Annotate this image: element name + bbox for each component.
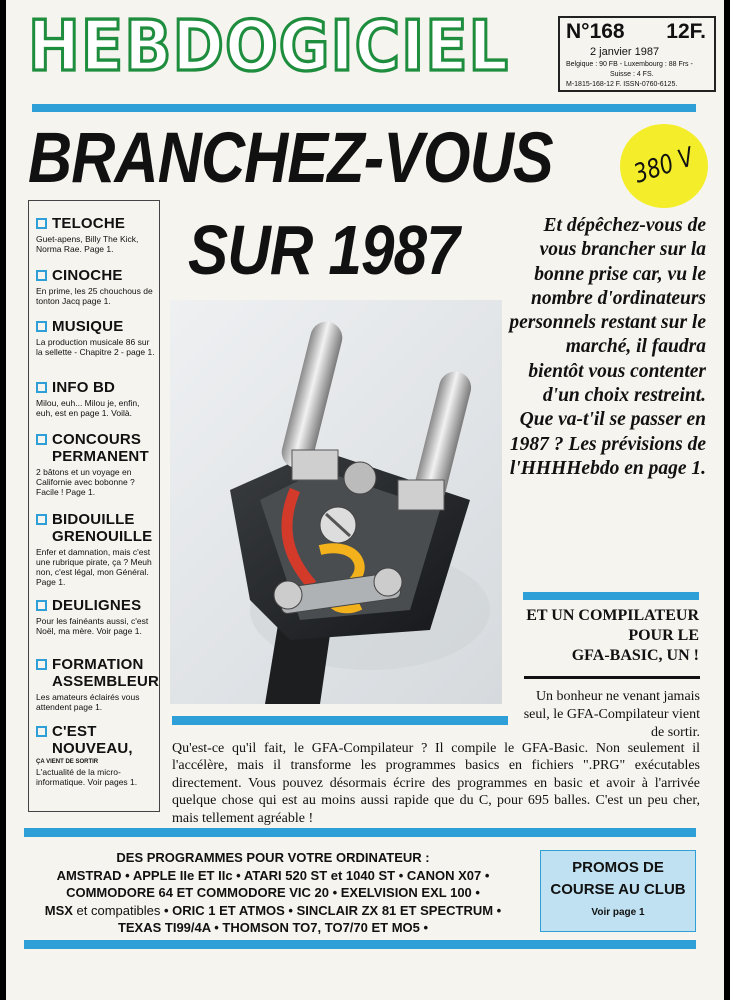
footer-bottom-rule xyxy=(24,940,696,949)
sidebar-item-deulignes[interactable] xyxy=(36,597,158,636)
compiler-headline-line1: ET UN COMPILATEUR xyxy=(526,607,699,624)
compiler-headline-line2: POUR LE xyxy=(628,627,699,644)
promo-title-line1: PROMOS DE xyxy=(572,859,664,876)
promo-title xyxy=(541,857,695,901)
electrical-plug-illustration xyxy=(170,300,502,704)
checkbox-square-icon xyxy=(36,382,47,393)
compiler-intro: Un bonheur ne venant jamais seul, le GFA-Compilateur vient de sortir. xyxy=(523,689,700,740)
checkbox-square-icon xyxy=(36,218,47,229)
issn-line: M-1815-168-12 F. ISSN-0760-6125. xyxy=(566,81,678,88)
sidebar-item-title: DEULIGNES xyxy=(52,597,142,614)
sidebar-item-info-bd[interactable] xyxy=(36,379,158,418)
sidebar-item-title: FORMATION ASSEMBLEUR xyxy=(52,656,160,690)
programs-compatibles: et compatibles xyxy=(72,902,164,918)
sidebar-item-title: CONCOURS PERMANENT xyxy=(52,431,149,465)
voltage-badge-text: 380 V xyxy=(630,142,698,190)
issue-info-box xyxy=(558,16,716,92)
programs-line2: COMMODORE 64 ET COMMODORE VIC 20 • EXELVISION EXL 100 • xyxy=(66,885,480,901)
sidebar-item-title: C'EST NOUVEAU, xyxy=(52,723,133,757)
sidebar-item-desc: Pour les fainéants aussi, c'est Noël, ma mère. Voir page 1. xyxy=(36,616,149,636)
programs-line3-rest: • ORIC 1 ET ATMOS • SINCLAIR ZX 81 ET SPECTRUM • xyxy=(163,902,502,918)
sidebar-item-desc: 2 bâtons et un voyage en Californie avec bobonne ? Facile ! Page 1. xyxy=(36,467,135,497)
footer-top-rule xyxy=(24,828,696,837)
checkbox-square-icon xyxy=(36,321,47,332)
voltage-badge xyxy=(620,124,708,208)
masthead-divider xyxy=(32,104,696,112)
headline-line1: BRANCHEZ-VOUS xyxy=(28,119,553,198)
promo-title-line2: COURSE AU CLUB xyxy=(550,881,686,898)
sidebar-item-nouveau[interactable] xyxy=(36,723,158,787)
promo-page-link[interactable]: Voir page 1 xyxy=(591,907,645,918)
plug-photo xyxy=(170,300,502,704)
sidebar-item-title: INFO BD xyxy=(52,379,116,396)
checkbox-square-icon xyxy=(36,514,47,525)
issue-price: 12F. xyxy=(666,20,706,43)
intl-prices-line2: Suisse : 4 FS. xyxy=(610,71,654,78)
sidebar-item-desc: En prime, les 25 chouchous de tonton Jacq page 1. xyxy=(36,286,153,306)
sidebar-item-desc: Guet-apens, Billy The Kick, Norma Rae. Page 1. xyxy=(36,234,139,254)
sidebar-item-desc: Les amateurs éclairés vous attendent page 1. xyxy=(36,692,140,712)
compiler-headline xyxy=(511,606,699,666)
sidebar-item-title: BIDOUILLE GRENOUILLE xyxy=(52,511,153,545)
compiler-bottom-rule xyxy=(524,676,700,679)
compiler-headline-line3: GFA-BASIC, UN ! xyxy=(571,647,699,664)
sidebar-item-assembleur[interactable] xyxy=(36,656,158,712)
sidebar-item-bidouille[interactable] xyxy=(36,511,158,587)
sidebar-item-title: TELOCHE xyxy=(52,215,126,232)
compiler-top-rule xyxy=(523,592,699,600)
issue-number: N°168 xyxy=(566,20,625,43)
programs-line3 xyxy=(20,902,526,920)
photo-bottom-rule xyxy=(172,716,508,725)
sidebar-item-desc: L'actualité de la micro-informatique. Voir pages 1. xyxy=(36,767,138,787)
programs-title: DES PROGRAMMES POUR VOTRE ORDINATEUR : xyxy=(116,850,430,865)
programs-line1: AMSTRAD • APPLE IIe ET IIc • ATARI 520 ST et 1040 ST • CANON X07 • xyxy=(56,867,490,883)
sidebar-item-title: CINOCHE xyxy=(52,267,123,284)
sidebar-contents xyxy=(28,200,160,812)
programs-line4: TEXAS TI99/4A • THOMSON TO7, TO7/70 ET MO5 • xyxy=(117,920,429,936)
sidebar-item-cinoche[interactable] xyxy=(36,267,158,306)
sidebar-item-teloche[interactable] xyxy=(36,215,158,254)
issue-date: 2 janvier 1987 xyxy=(590,46,660,58)
sidebar-item-desc: Milou, euh... Milou je, enfin, euh, est en page 1. Voilà. xyxy=(36,398,140,418)
checkbox-square-icon xyxy=(36,659,47,670)
intl-prices-line1: Belgique : 90 FB - Luxembourg : 88 Frs - xyxy=(566,61,693,68)
programs-list xyxy=(20,849,526,937)
sidebar-item-title: MUSIQUE xyxy=(52,318,124,335)
intro-paragraph: Et dépêchez-vous de vous brancher sur la bonne prise car, vu le nombre d'ordinateurs personnels restant sur le marché, il faudra bientôt vous contenter d'un choix restreint. Que va-t'il se passer en 1987 ? Les prévisions de l'HHHHebdo en page 1. xyxy=(509,215,706,479)
checkbox-square-icon xyxy=(36,600,47,611)
newspaper-page xyxy=(6,0,724,1000)
checkbox-square-icon xyxy=(36,434,47,445)
sidebar-item-subtitle: ÇA VIENT DE SORTIR xyxy=(36,759,99,765)
programs-msx: MSX xyxy=(44,902,73,918)
promo-box[interactable] xyxy=(540,850,696,932)
checkbox-square-icon xyxy=(36,270,47,281)
sidebar-item-desc: Enfer et damnation, mais c'est une rubrique pirate, ça ? Meuh non, c'est légal, mon Général. Page 1. xyxy=(36,547,152,587)
checkbox-square-icon xyxy=(36,726,47,737)
compiler-body: Qu'est-ce qu'il fait, le GFA-Compilateur ? Il compile le GFA-Basic. Non seulement il l'accélère, mais il transforme les programmes basics en fichiers ".PRG" exécutables directement. Vous pouvez désormais écrire des programmes en basic et avoir à l'arrivée quelque chose qui est au moins aussi rapide que du C, pour 695 balles. C'est un peu cher, mais tellement agréable ! xyxy=(172,741,700,826)
headline-line2: SUR 1987 xyxy=(188,211,459,289)
masthead-logo: HEBDOGICIEL xyxy=(28,5,510,88)
sidebar-item-musique[interactable] xyxy=(36,318,158,357)
sidebar-item-concours[interactable] xyxy=(36,431,158,497)
sidebar-item-desc: La production musicale 86 sur la sellette - Chapitre 2 - page 1. xyxy=(36,337,155,357)
